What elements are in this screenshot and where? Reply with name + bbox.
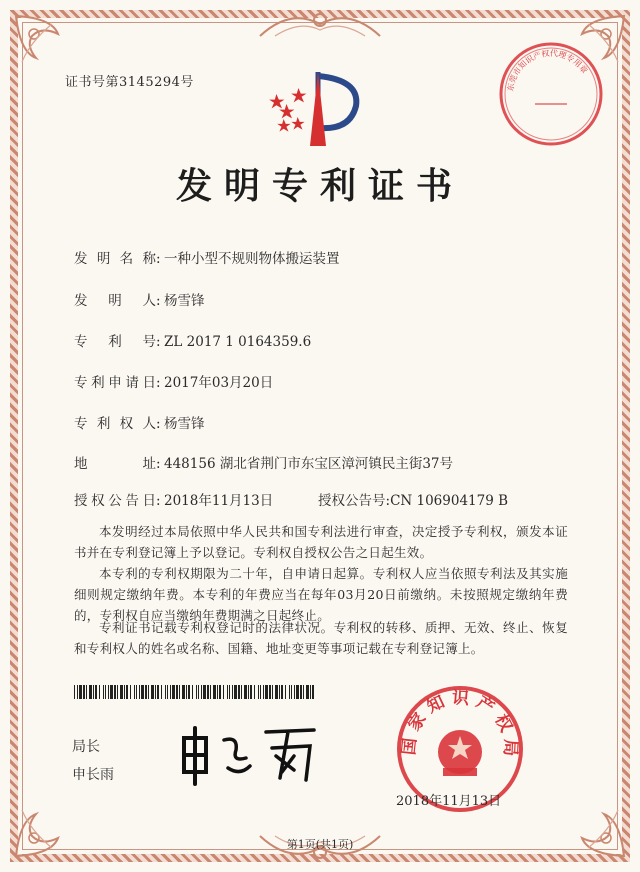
barcode-bar <box>145 685 147 699</box>
barcode-bar <box>165 685 166 699</box>
agency-stamp-icon <box>495 38 607 150</box>
barcode-bar <box>210 685 211 699</box>
barcode-bar <box>279 685 280 699</box>
patentee-row: 专利权人: 杨雪锋 <box>74 412 205 432</box>
barcode-bar <box>294 685 295 699</box>
barcode-bar <box>86 685 87 699</box>
barcode-bar <box>306 685 309 699</box>
barcode-bar <box>170 685 171 699</box>
barcode-bar <box>99 685 100 699</box>
legal-paragraph: 本发明经过本局依照中华人民共和国专利法进行审查，决定授予专利权，颁发本证书并在专利登记簿上予以登记。专利权自授权公告之日起生效。 <box>74 524 568 560</box>
barcode-bar <box>117 685 118 699</box>
top-crest-ornament-icon <box>255 6 385 42</box>
patent-number-value: ZL 2017 1 0164359.6 <box>164 334 312 350</box>
patent-number-row: 专利号: ZL 2017 1 0164359.6 <box>74 330 311 350</box>
barcode-bar <box>312 685 314 699</box>
barcode-bar <box>151 685 154 699</box>
barcode-bar <box>289 685 290 699</box>
barcode-bar <box>155 685 156 699</box>
barcode-bar <box>265 685 268 699</box>
certificate-title: 发明专利证书 <box>175 165 464 207</box>
address-label: 地址 <box>74 456 156 472</box>
page-footer: 第1页(共1页) <box>286 838 354 851</box>
barcode-bar <box>77 685 78 699</box>
barcode-bar <box>179 685 180 699</box>
barcode-bar <box>157 685 159 699</box>
barcode-bar <box>136 685 137 699</box>
barcode-bar <box>167 685 168 699</box>
barcode-bar <box>139 685 140 699</box>
barcode-bar <box>260 685 261 699</box>
inventor-label: 发明人 <box>74 293 156 309</box>
invention-name-row: 发明名称: 一种小型不规则物体搬运装置 <box>74 247 340 267</box>
barcode-bar <box>241 685 242 699</box>
application-date-value: 2017年03月20日 <box>164 375 274 391</box>
barcode-bar <box>250 685 252 699</box>
barcode-bar <box>229 685 230 699</box>
grant-number-label: 授权公告号 <box>318 493 386 509</box>
invention-name-value: 一种小型不规则物体搬运装置 <box>164 251 340 267</box>
barcode-bar <box>244 685 247 699</box>
barcode-bar <box>89 685 92 699</box>
barcode-bar <box>110 685 113 699</box>
legal-paragraph: 本专利的专利权期限为二十年，自申请日起算。专利权人应当依照专利法及其实施细则规定缴纳年费。本专利的年费应当在每年03月20日前缴纳。未按照规定缴纳年费的，专利权自应当缴纳年费期满之日起终止。 <box>74 566 568 623</box>
barcode-bar <box>217 685 218 699</box>
barcode-bar <box>148 685 149 699</box>
barcode-bar <box>186 685 187 699</box>
barcode-bar <box>213 685 216 699</box>
seal-text: 国家知识产权局 <box>399 688 521 763</box>
barcode-bar <box>103 685 104 699</box>
barcode-bar <box>134 685 135 699</box>
barcode-bar <box>300 685 302 699</box>
barcode-bar <box>254 685 255 699</box>
address-row: 地址: 448156 湖北省荆门市东宝区漳河镇民主街37号 <box>74 452 453 472</box>
barcode-bar <box>263 685 264 699</box>
barcode-bar <box>310 685 311 699</box>
barcode-bar <box>105 685 106 699</box>
barcode-bar <box>141 685 144 699</box>
barcode-bar <box>203 685 206 699</box>
barcode-bar <box>161 685 162 699</box>
barcode-bar <box>124 685 125 699</box>
barcode-bar <box>198 685 199 699</box>
barcode-bar <box>291 685 292 699</box>
grant-date-row: 授权公告日: 2018年11月13日 <box>74 489 273 509</box>
barcode-icon <box>74 684 314 698</box>
barcode-bar <box>275 685 278 699</box>
legal-paragraph: 专利证书记载专利权登记时的法律状况。专利权的转移、质押、无效、终止、恢复和专利权人的姓名或名称、国籍、地址变更等事项记载在专利登记簿上。 <box>74 620 568 656</box>
barcode-bar <box>182 685 185 699</box>
patentee-value: 杨雪锋 <box>164 416 205 432</box>
application-date-row: 专利申请日: 2017年03月20日 <box>74 371 273 391</box>
barcode-bar <box>219 685 221 699</box>
patent-number-label: 专利号 <box>74 334 156 350</box>
barcode-bar <box>93 685 94 699</box>
barcode-bar <box>223 685 224 699</box>
certificate-number: 证书号第3145294号 <box>65 75 194 90</box>
barcode-bar <box>130 685 131 699</box>
seal-date: 2018年11月13日 <box>396 794 502 809</box>
barcode-bar <box>95 685 97 699</box>
barcode-bar <box>108 685 109 699</box>
barcode-bar <box>120 685 123 699</box>
inventor-value: 杨雪锋 <box>164 293 205 309</box>
signer-name: 申长雨 <box>72 767 114 783</box>
barcode-bar <box>269 685 271 699</box>
barcode-bar <box>296 685 299 699</box>
barcode-bar <box>201 685 202 699</box>
barcode-bar <box>74 685 75 699</box>
barcode-bar <box>188 685 190 699</box>
barcode-bar <box>192 685 193 699</box>
barcode-bar <box>126 685 128 699</box>
handwritten-signature <box>176 718 326 788</box>
barcode-bar <box>258 685 259 699</box>
barcode-bar <box>227 685 228 699</box>
patentee-label: 专利权人 <box>74 416 156 432</box>
grant-date-value: 2018年11月13日 <box>164 493 274 509</box>
barcode-bar <box>172 685 175 699</box>
barcode-bar <box>79 685 82 699</box>
application-date-label: 专利申请日 <box>74 375 156 391</box>
barcode-bar <box>196 685 197 699</box>
barcode-bar <box>272 685 273 699</box>
grant-number-row: 授权公告号:CN 106904179 B <box>318 493 509 509</box>
barcode-bar <box>83 685 85 699</box>
agency-stamp-text: 东莞市知识产权代理专用章 <box>505 48 590 92</box>
barcode-bar <box>248 685 249 699</box>
barcode-bar <box>303 685 304 699</box>
barcode-bar <box>285 685 286 699</box>
barcode-bar <box>176 685 178 699</box>
invention-name-label: 发明名称 <box>74 251 156 267</box>
address-value: 448156 湖北省荆门市东宝区漳河镇民主街37号 <box>164 456 454 472</box>
barcode-bar <box>281 685 283 699</box>
barcode-bar <box>238 685 240 699</box>
barcode-bar <box>114 685 116 699</box>
svg-text:东莞市知识产权代理专用章 <box>505 48 590 92</box>
grant-date-label: 授权公告日 <box>74 493 156 509</box>
barcode-bar <box>232 685 233 699</box>
grant-number-value: CN 106904179 B <box>390 493 509 509</box>
barcode-bar <box>207 685 209 699</box>
inventor-row: 发明人: 杨雪锋 <box>74 289 205 309</box>
cnipa-logo-icon <box>268 70 368 148</box>
barcode-bar <box>234 685 237 699</box>
signer-title: 局长 <box>72 739 100 755</box>
